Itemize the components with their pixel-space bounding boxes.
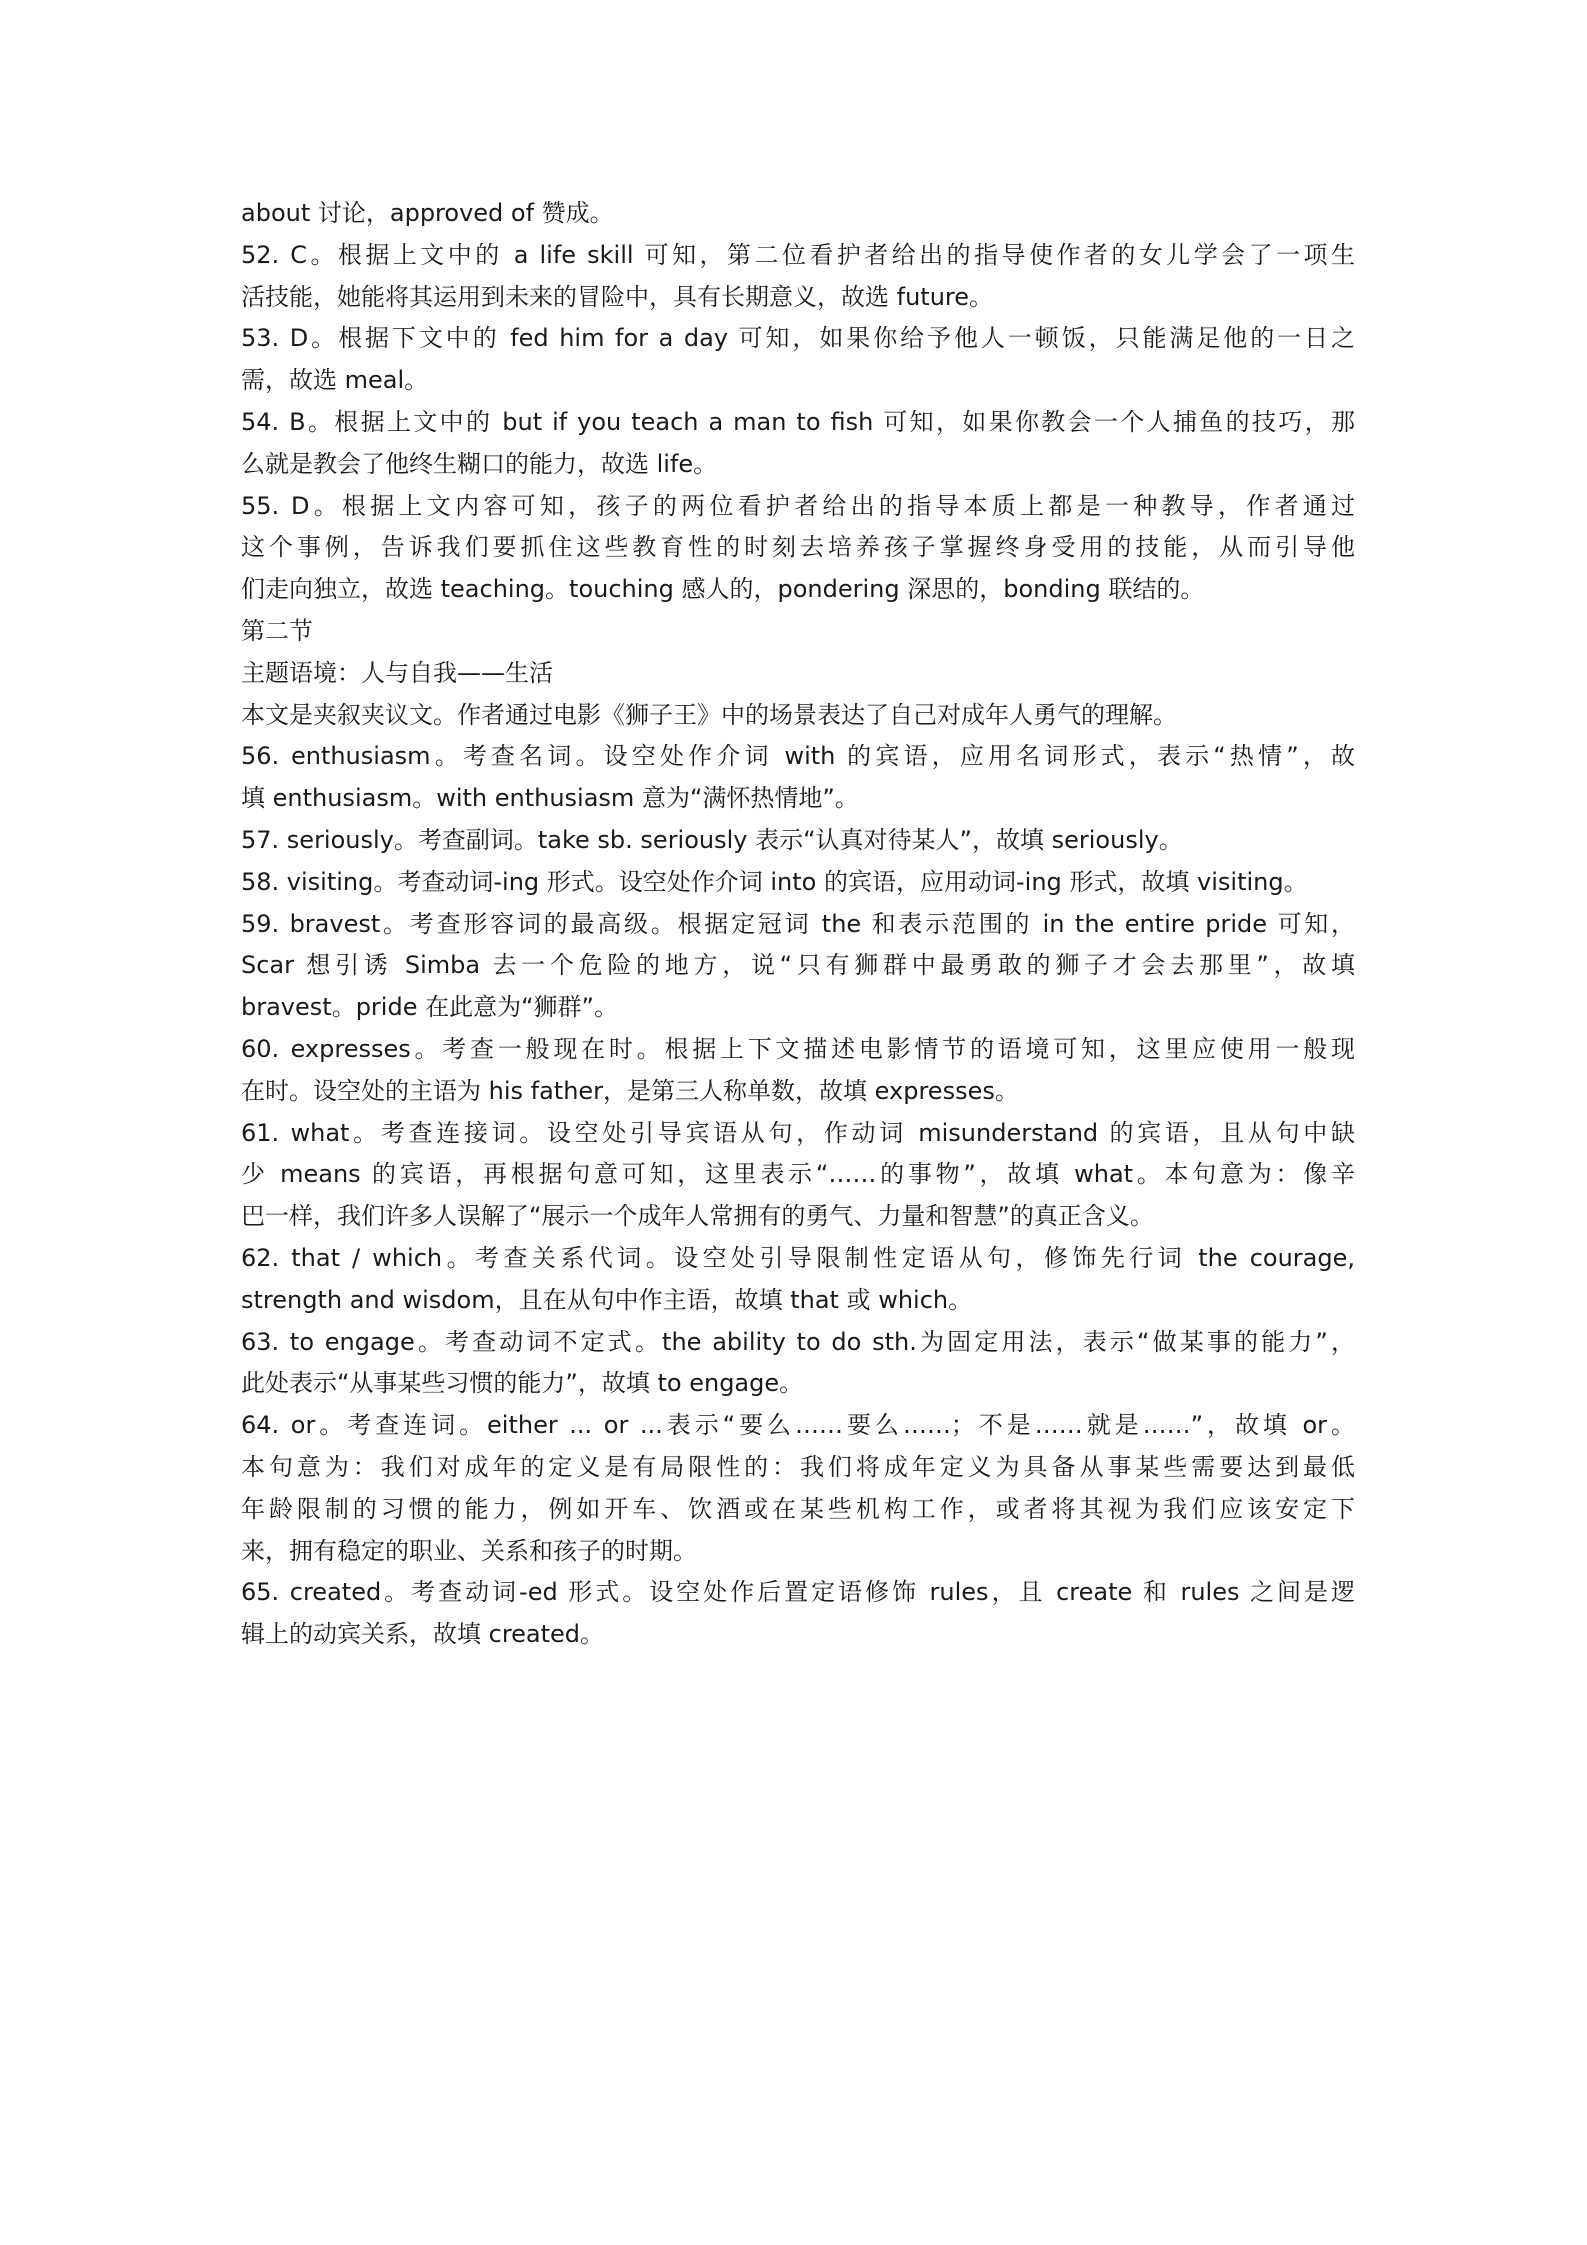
answer-54-line-1: 54. B。根据上文中的 but if you teach a man to fish 可知，如果你教会一个人捕鱼的技巧，那 bbox=[241, 407, 1355, 436]
answer-61-line-3: 巴一样，我们许多人误解了“展示一个成年人常拥有的勇气、力量和智慧”的真正含义。 bbox=[241, 1202, 1154, 1231]
section-heading: 第二节 bbox=[241, 616, 313, 645]
answer-62-line-2: strength and wisdom，且在从句中作主语，故填 that 或 which。 bbox=[241, 1285, 973, 1314]
answer-59-line-1: 59. bravest。考查形容词的最高级。根据定冠词 the 和表示范围的 in the entire pride 可知， bbox=[241, 909, 1355, 938]
answer-65-line-1: 65. created。考查动词-ed 形式。设空处作后置定语修饰 rules，且 create 和 rules 之间是逻 bbox=[241, 1578, 1355, 1607]
passage-summary: 本文是夹叙夹议文。作者通过电影《狮子王》中的场景表达了自己对成年人勇气的理解。 bbox=[241, 700, 1177, 729]
answer-56-line-2: 填 enthusiasm。with enthusiasm 意为“满怀热情地”。 bbox=[241, 784, 859, 813]
answer-63-line-2: 此处表示“从事某些习惯的能力”，故填 to engage。 bbox=[241, 1369, 804, 1398]
text-line-about: about 讨论，approved of 赞成。 bbox=[241, 199, 614, 227]
answer-55-line-2: 这个事例，告诉我们要抓住这些教育性的时刻去培养孩子掌握终身受用的技能，从而引导他 bbox=[241, 533, 1355, 562]
answer-63-line-1: 63. to engage。考查动词不定式。the ability to do sth.为固定用法，表示“做某事的能力”， bbox=[241, 1327, 1355, 1356]
answer-58-line-1: 58. visiting。考查动词-ing 形式。设空处作介词 into 的宾语，应用动词-ing 形式，故填 visiting。 bbox=[241, 867, 1308, 896]
answer-64-line-4: 来，拥有稳定的职业、关系和孩子的时期。 bbox=[241, 1536, 697, 1565]
answer-explanations bbox=[241, 193, 1355, 1656]
answer-52-line-1: 52. C。根据上文中的 a life skill 可知，第二位看护者给出的指导使作者的女儿学会了一项生 bbox=[241, 240, 1355, 269]
answer-61-line-1: 61. what。考查连接词。设空处引导宾语从句，作动词 misunderstand 的宾语，且从句中缺 bbox=[241, 1118, 1355, 1147]
answer-57-line-1: 57. seriously。考查副词。take sb. seriously 表示“认真对待某人”，故填 seriously。 bbox=[241, 825, 1183, 854]
answer-62-line-1: 62. that / which。考查关系代词。设空处引导限制性定语从句，修饰先行词 the courage, bbox=[241, 1243, 1355, 1272]
answer-60-line-2: 在时。设空处的主语为 his father，是第三人称单数，故填 expresses。 bbox=[241, 1076, 1019, 1105]
answer-61-line-2: 少 means 的宾语，再根据句意可知，这里表示“……的事物”，故填 what。本句意为：像辛 bbox=[241, 1160, 1355, 1189]
answer-53-line-2: 需，故选 meal。 bbox=[241, 366, 429, 395]
answer-54-line-2: 么就是教会了他终生糊口的能力，故选 life。 bbox=[241, 449, 718, 478]
answer-65-line-2: 辑上的动宾关系，故填 created。 bbox=[241, 1620, 605, 1649]
answer-52-line-2: 活技能，她能将其运用到未来的冒险中，具有长期意义，故选 future。 bbox=[241, 282, 994, 311]
answer-59-line-2: Scar 想引诱 Simba 去一个危险的地方，说“只有狮群中最勇敢的狮子才会去那里”，故填 bbox=[241, 951, 1355, 980]
theme-context: 主题语境：人与自我——生活 bbox=[241, 658, 553, 687]
answer-60-line-1: 60. expresses。考查一般现在时。根据上下文描述电影情节的语境可知，这里应使用一般现 bbox=[241, 1034, 1355, 1063]
answer-53-line-1: 53. D。根据下文中的 fed him for a day 可知，如果你给予他人一顿饭，只能满足他的一日之 bbox=[241, 324, 1355, 353]
answer-64-line-1: 64. or。考查连词。either ... or ...表示“要么……要么……；不是……就是……”，故填 or。 bbox=[241, 1411, 1355, 1440]
answer-55-line-1: 55. D。根据上文内容可知，孩子的两位看护者给出的指导本质上都是一种教导，作者通过 bbox=[241, 491, 1355, 520]
answer-55-line-3: 们走向独立，故选 teaching。touching 感人的，pondering 深思的，bonding 联结的。 bbox=[241, 575, 1205, 604]
answer-64-line-2: 本句意为：我们对成年的定义是有局限性的：我们将成年定义为具备从事某些需要达到最低 bbox=[241, 1452, 1355, 1481]
answer-64-line-3: 年龄限制的习惯的能力，例如开车、饮酒或在某些机构工作，或者将其视为我们应该安定下 bbox=[241, 1494, 1355, 1523]
answer-59-line-3: bravest。pride 在此意为“狮群”。 bbox=[241, 993, 618, 1022]
answer-56-line-1: 56. enthusiasm。考查名词。设空处作介词 with 的宾语，应用名词形式，表示“热情”，故 bbox=[241, 742, 1355, 771]
